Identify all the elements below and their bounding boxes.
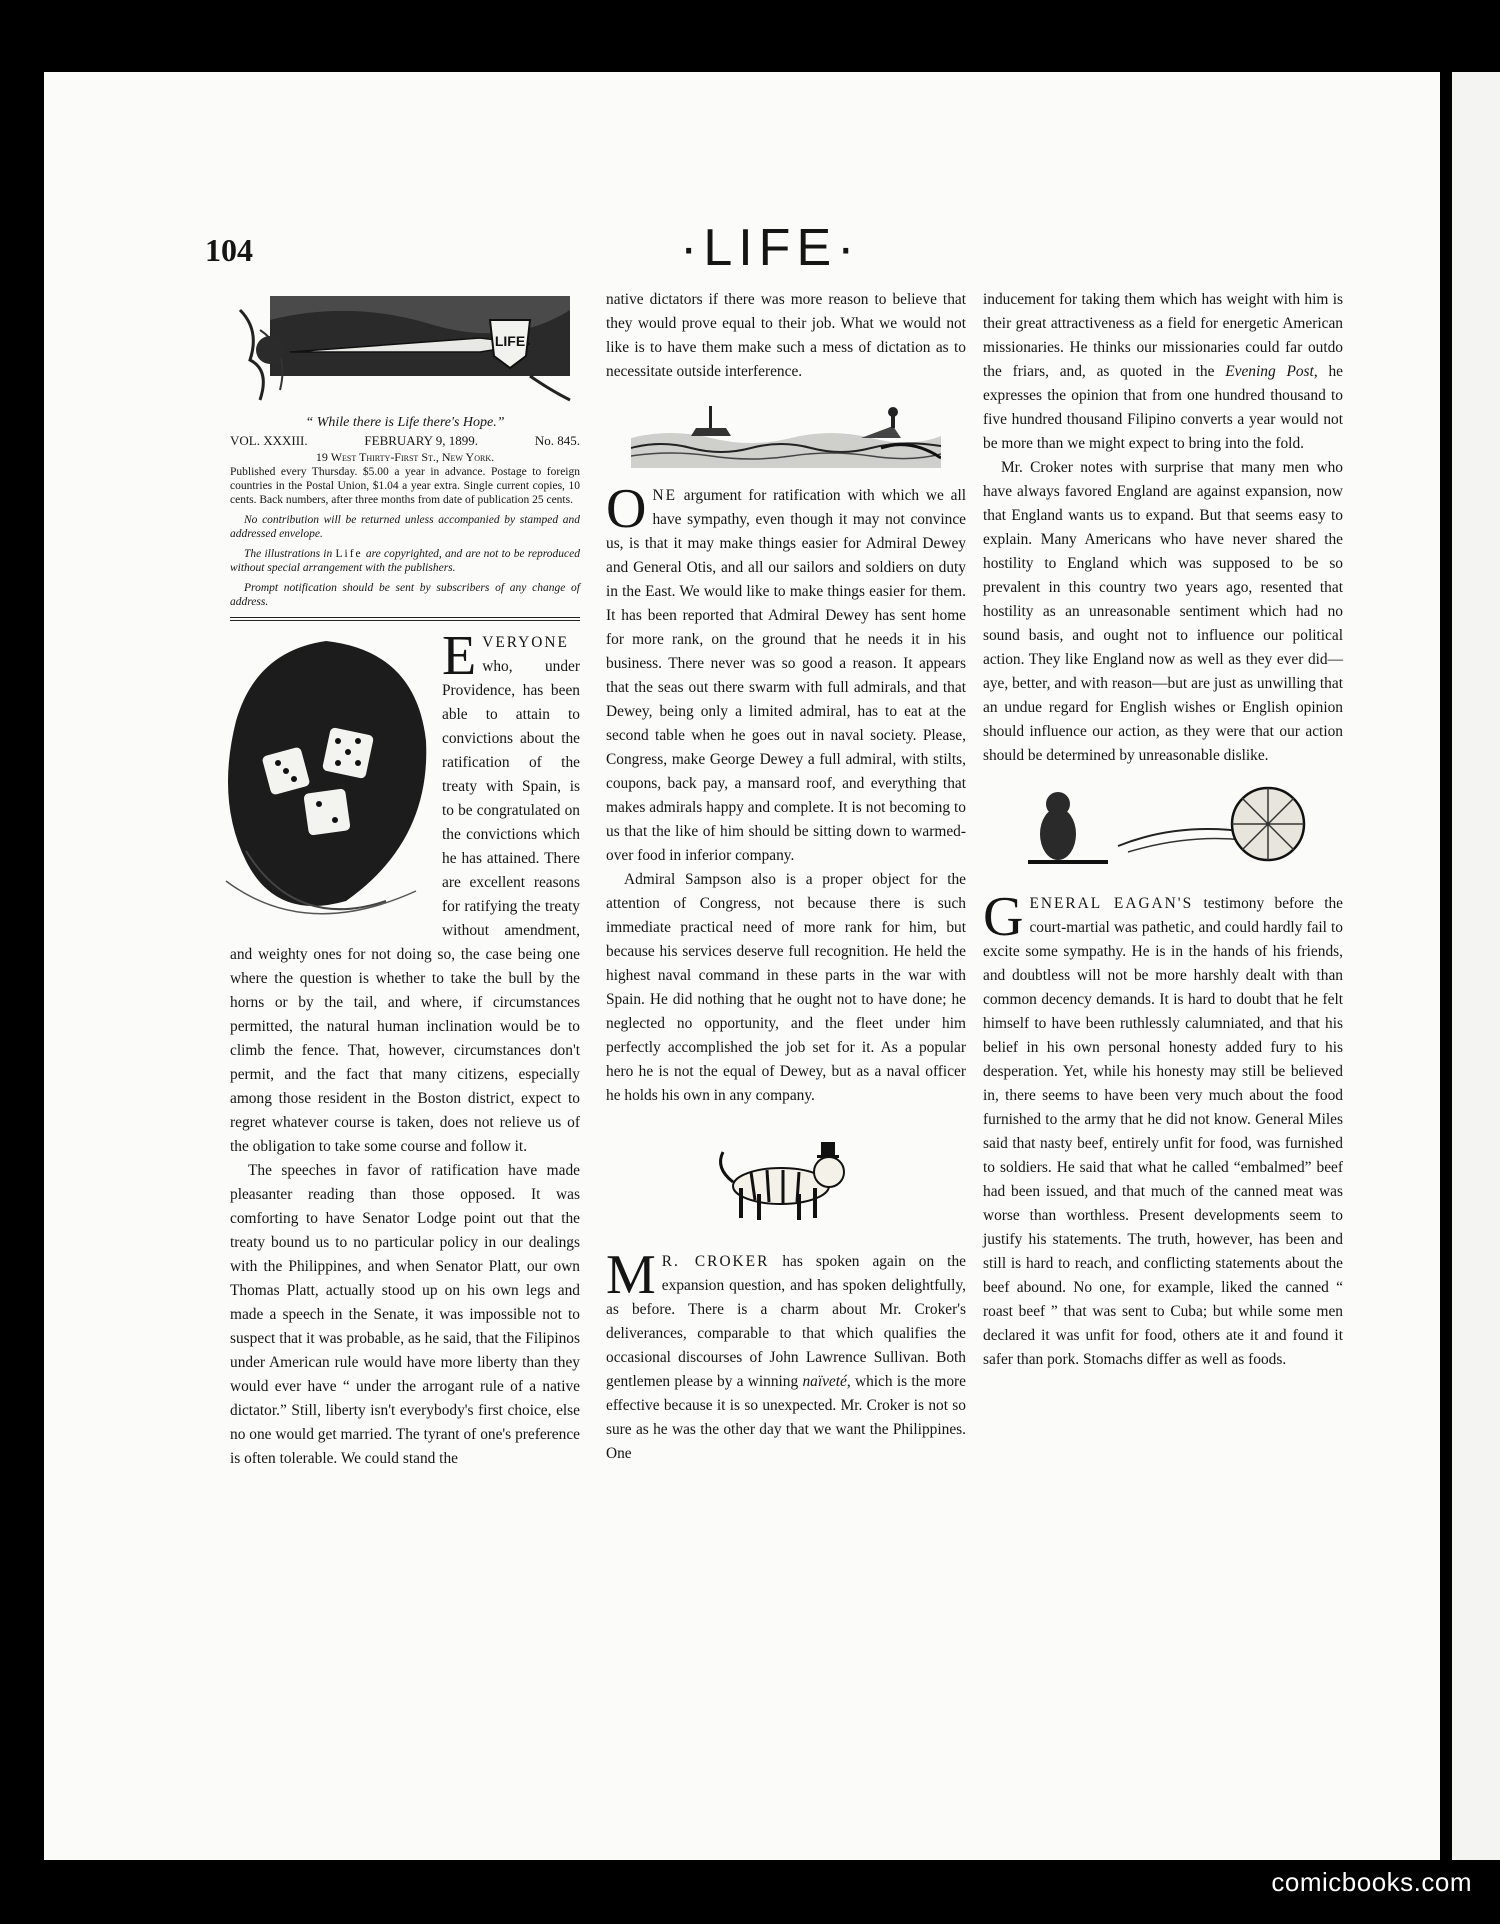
watermark: comicbooks.com [1271,1867,1472,1897]
motto: “ While there is Life there's Hope.” [305,415,505,430]
issue-number: No. 845. [534,433,580,448]
issue-date: FEBRUARY 9, 1899. [364,433,479,448]
tiger-illustration [711,1128,861,1228]
banner-illustration [230,290,580,410]
sampson-paragraph: Admiral Sampson also is a proper object for the attention of Congress, not because there is such immediate practical need of more rank for him, but because his services deserve full recognition. He held the highest naval command in these parts in the war with Spain. He did nothing that he ought not to have done; he neglected no opportunity, and the fleet under him perfectly accomplished the job set for it. As a popular hero he is not the equal of Dewey, but as a naval officer he holds his own in any company. [606,871,966,1104]
volume-number: VOL. XXXIII. [230,433,308,448]
dice-illustration [216,631,436,931]
banner-logo-text: LIFE [494,333,526,349]
office-address: 19 West Thirty-First St., New York. [315,450,495,464]
monkey-ball-illustration [1018,782,1308,872]
adjacent-page-edge [1452,72,1500,1860]
address-change-notice: Prompt notification should be sent by subscribers of any change of address. [230,582,580,608]
contribution-notice: No contribution will be returned unless accompanied by stamped and addressed envelope. [230,514,580,540]
volume-line [230,432,580,449]
one-argument-paragraph: ONE argument for ratification with which we all have sympathy, even though it may not convince us, is that it may make things easier for Admiral Dewey and General Otis, and all our sailors and soldiers on duty in the East. We would like to make things easier for them. It has been reported that Admiral Dewey has sent home for more rank, on the ground that he needs it in his business. There never was so good a reason. It appears that the seas out there swarm with full admirals, and that Dewey, being only a limited admiral, has to eat at the second table when he goes out in naval society. Please, Congress, make George Dewey a full admiral, with stilts, coupons, back pay, a mansard roof, and everything that makes admirals happy and complete. It is not becoming to us that the like of him should be sitting down to warmed-over food in inferior company. [606,478,966,864]
croker-paragraph: M R. CROKER has spoken again on the expansion question, and has spoken delightfully, as before. There is a charm about Mr. Croker's deliverances, comparable to that which qualifies the occasional discourses of John Lawrence Sullivan. Both gentlemen please by a winning naïveté, which is the more effective because it is so unexpected. Mr. Croker is not so sure as he was the other day that we want the Philippines. One [606,1244,966,1462]
publication-notice: Published every Thursday. $5.00 a year in advance. Postage to foreign countries in the Postal Union, $1.04 a year extra. Single current copies, 10 cents. Back numbers, after three months from date of publication 25 cents. [230,466,580,506]
copyright-notice: The illustrations in Life are copyrighted, and are not to be reproduced without special arrangement with the publishers. [230,548,580,574]
masthead-title: ·LIFE· [680,219,861,277]
page-number: 104 [205,232,253,268]
everyone-paragraph: EVERYONE who, under Providence, has been able to attain to convictions about the ratification of the treaty with Spain, is to be congratulated on the convictions which he has attained. There are excellent reasons for ratifying the treaty without amendment, and weighty ones for not doing so, the case being one where the question is whether to take the bull by the horns or by the tail, and where, if circumstances permitted, the natural human inclination would be to climb the fence. That, however, circumstances don't permit, and the fact that many citizens, especially among those resident in the Boston district, expect to regret whatever course is taken, does not relieve us of the obligation to take some course and follow it. [230,625,580,1155]
dropcap-m: M [606,1244,656,1306]
ships-sea-illustration [631,398,941,468]
missionaries-paragraph: inducement for taking them which has weight with him is their great attractiveness as a field for energetic American missionaries. He thinks our missionaries could far outdo the friars, and, as quoted in the Evening Post, he expresses the opinion that from one hundred thousand to five hundred thousand Filipino converts a year would not be more than we might expect to bring into the fold. [983,291,1343,452]
eagan-paragraph: GENERAL EAGAN'S testimony before the court-martial was pathetic, and could hardly fail to excite some sympathy. He is in the hands of his friends, and doubtless will not be more harshly dealt with than common decency demands. It is hard to doubt that he felt himself to have been ruthlessly calumniated, and that his belief in his own personal honesty added fury to his desperation. Yet, while his honesty may still be believed in, there seems to have been very much about the food furnished to the army that he did not know. General Miles said that nasty beef, entirely unfit for food, was furnished to soldiers. He said that what he called “embalmed” beef had been issued, and that much of the canned meat was worse than worthless. Present developments seem to justify his statements. The truth, however, has been and still is hard to reach, and conflicting statements about the beef abound. No one, for example, liked the canned “ roast beef ” that was sent to Cuba; but while some men declared it was unfit for food, others ate it and found it safer than pork. Stomachs differ as well as foods. [983,886,1343,1368]
column-3 [983,288,1343,1372]
speeches-paragraph: The speeches in favor of ratification have made pleasanter reading than those opposed. It was comforting to have Senator Lodge point out that the treaty bound us to no particular policy in our dealings with the Philippines, and when Senator Platt, our own Thomas Platt, actually stood up on his own legs and made a speech in the Senate, it was impossible not to suspect that it was probable, as he said, that the Filipinos under American rule would have more liberty than they would ever have “ under the arrogant rule of a native dictator.” Still, liberty isn't everybody's first choice, else no one would get married. The tyrant of one's preference is often tolerable. We could stand the [230,1162,580,1467]
dropcap-o: O [606,478,647,540]
column-1 [230,290,580,1471]
dictators-paragraph: native dictators if there was more reason to believe that they would prove equal to their job. What we would not like is to have them make such a mess of dictation as to necessitate outside interference. [606,291,966,380]
column-2 [606,288,966,1466]
double-rule [230,617,580,621]
england-paragraph: Mr. Croker notes with surprise that many men who have always favored England are against expansion, now that England wants us to expand. But that seems easy to explain. Many Americans who have never shared the hostility to England which was supposed to be so prevalent in this country two years ago, resented that hostility as an unreasonable sentiment which had no sound basis, and ought not to influence our political action. They like England now as well as they ever did—aye, better, and with reason—but are just as unwilling that an undue regard for English wishes or English opinion should influence our action, as they were that our action should be determined by unreasonable dislike. [983,459,1343,764]
article-everyone [230,625,580,1471]
dropcap-e: E [442,625,477,687]
dropcap-g: G [983,886,1024,948]
